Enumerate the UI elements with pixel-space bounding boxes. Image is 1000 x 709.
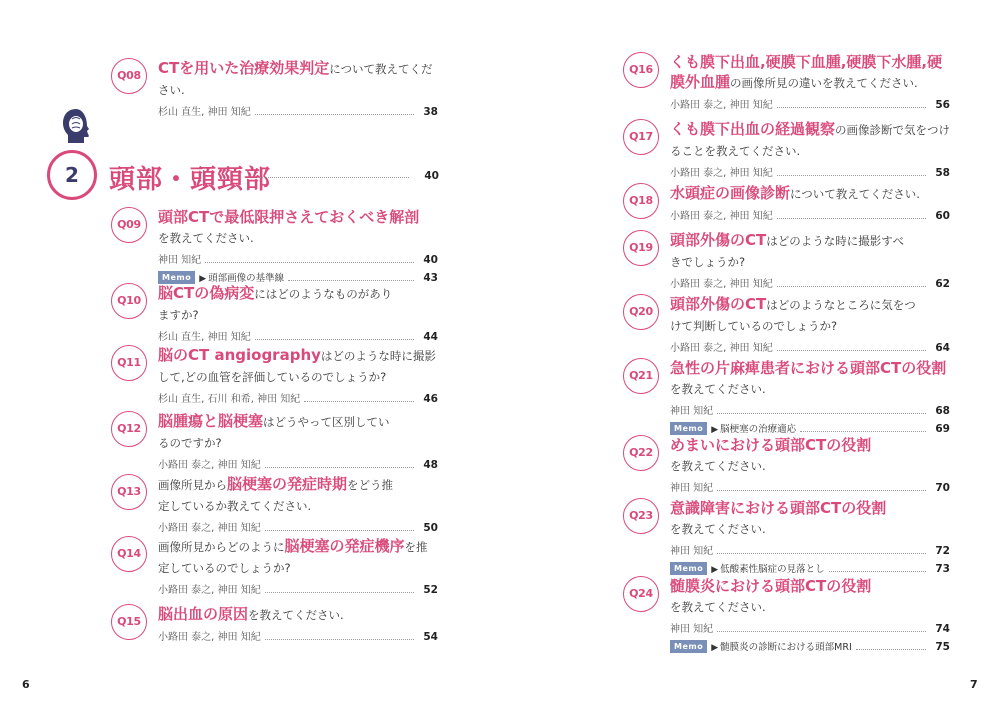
toc-entry-q11[interactable] [117, 345, 438, 405]
leader-dots [829, 571, 926, 572]
toc-entry-q08[interactable] [117, 58, 438, 118]
entry-title: めまいにおける頭部CTの役割 を教えてください. [670, 436, 872, 473]
triangle-right-icon: ▶ [711, 565, 719, 575]
leader-dots [800, 431, 926, 432]
entry-title: 脳のCT angiographyはどのような時に撮影して,どの血管を評価しているのでしょうか? [158, 346, 436, 384]
author-row: 小路田 泰之, 神田 知紀 58 [670, 167, 950, 179]
toc-entry-q15[interactable] [117, 604, 438, 643]
leader-dots [856, 649, 926, 650]
author-row: 小路田 泰之, 神田 知紀 52 [158, 584, 438, 596]
question-number-badge: Q11 [111, 345, 147, 381]
toc-entry-q22[interactable] [629, 435, 950, 494]
toc-entry-q23[interactable] [629, 498, 950, 575]
author-row: 神田 知紀 40 [158, 254, 438, 266]
entry-title: 脳腫瘍と脳梗塞はどうやって区別しているのですか? [158, 412, 390, 450]
author-row: 杉山 直生, 神田 知紀 44 [158, 331, 438, 343]
question-number-badge: Q21 [623, 358, 659, 394]
toc-entry-q19[interactable] [629, 230, 950, 290]
author-row: 小路田 泰之, 神田 知紀 64 [670, 342, 950, 354]
triangle-right-icon: ▶ [711, 425, 719, 435]
author-row: 杉山 直生, 石川 和希, 神田 知紀 46 [158, 393, 438, 405]
entry-title: 脳CTの偽病変にはどのようなものがありますか? [158, 284, 393, 322]
author-row: 小路田 泰之, 神田 知紀 50 [158, 522, 438, 534]
leader-dots [255, 339, 414, 340]
section-title: 頭部・頭頸部 [109, 165, 272, 195]
question-number-badge: Q14 [111, 536, 147, 572]
entry-title: くも膜下出血の経過観察の画像診断で気をつけることを教えてください. [670, 120, 951, 158]
author-row: 小路田 泰之, 神田 知紀 62 [670, 278, 950, 290]
entry-title: 頭部外傷のCTはどのようなところに気をつけて判断しているのでしょうか? [670, 295, 916, 333]
leader-dots [265, 467, 414, 468]
leader-dots [777, 350, 926, 351]
entry-title: 髄膜炎における頭部CTの役割 を教えてください. [670, 577, 872, 614]
author-row: 神田 知紀 68 [670, 405, 950, 417]
triangle-right-icon: ▶ [199, 274, 207, 284]
author-row: 杉山 直生, 神田 知紀 38 [158, 106, 438, 118]
right-page [500, 0, 1000, 709]
question-number-badge: Q23 [623, 498, 659, 534]
author-row: 神田 知紀 74 [670, 623, 950, 635]
entry-title: 画像所見からどのように脳梗塞の発症機序を推定しているのでしょうか? [158, 537, 428, 575]
leader-dots [265, 639, 414, 640]
section-page: 40 [424, 170, 439, 182]
toc-entry-q17[interactable] [629, 119, 951, 179]
toc-entry-q18[interactable] [629, 183, 950, 222]
question-number-badge: Q08 [111, 58, 147, 94]
question-number-badge: Q12 [111, 411, 147, 447]
entry-title: 脳出血の原因を教えてください. [158, 605, 344, 623]
entry-title: 意識障害における頭部CTの役割 を教えてください. [670, 499, 887, 536]
question-number-badge: Q13 [111, 474, 147, 510]
entry-title: CTを用いた治療効果判定について教えてください. [158, 59, 433, 97]
memo-row[interactable]: Memo ▶ 脳梗塞の治療適応 69 [670, 420, 950, 435]
toc-entry-q16[interactable] [629, 52, 950, 111]
question-number-badge: Q16 [623, 52, 659, 88]
memo-row[interactable]: Memo ▶ 頭部画像の基準線 43 [158, 269, 438, 284]
entry-title: 画像所見から脳梗塞の発症時期をどう推定しているか教えてください. [158, 475, 394, 513]
author-row: 小路田 泰之, 神田 知紀 48 [158, 459, 438, 471]
entry-title: 頭部CTで最低限押さえておくべき解剖 を教えてください. [158, 208, 420, 245]
leader-dots [205, 262, 414, 263]
entry-title: 頭部外傷のCTはどのような時に撮影すべきでしょうか? [670, 231, 905, 269]
leader-dots [777, 218, 926, 219]
leader-dots [717, 631, 926, 632]
head-silhouette-icon [60, 107, 92, 151]
question-number-badge: Q24 [623, 576, 659, 612]
leader-dots [265, 530, 414, 531]
leader-dots [257, 177, 409, 178]
toc-entry-q10[interactable] [117, 283, 438, 343]
section-heading[interactable] [47, 145, 439, 215]
leader-dots [288, 280, 414, 281]
question-number-badge: Q17 [623, 119, 659, 155]
memo-row[interactable]: Memo ▶ 髄膜炎の診断における頭部MRI 75 [670, 638, 950, 653]
leader-dots [265, 592, 414, 593]
leader-dots [717, 553, 926, 554]
leader-dots [717, 413, 926, 414]
leader-dots [717, 490, 926, 491]
section-number: 2 [47, 150, 97, 200]
entry-title: 水頭症の画像診断について教えてください. [670, 184, 920, 202]
leader-dots [777, 175, 926, 176]
leader-dots [777, 286, 926, 287]
author-row: 小路田 泰之, 神田 知紀 60 [670, 210, 950, 222]
leader-dots [777, 107, 926, 108]
entry-title: 急性の片麻痺患者における頭部CTの役割 を教えてください. [670, 359, 947, 396]
toc-entry-q21[interactable] [629, 358, 950, 435]
question-number-badge: Q09 [111, 207, 147, 243]
toc-entry-q13[interactable] [117, 474, 438, 534]
toc-entry-q12[interactable] [117, 411, 438, 471]
question-number-badge: Q20 [623, 294, 659, 330]
page-number-folio: 7 [970, 678, 978, 691]
author-row: 小路田 泰之, 神田 知紀 56 [670, 99, 950, 111]
memo-tag: Memo [670, 640, 707, 653]
question-number-badge: Q18 [623, 183, 659, 219]
toc-entry-q14[interactable] [117, 536, 438, 596]
question-number-badge: Q22 [623, 435, 659, 471]
leader-dots [255, 114, 414, 115]
toc-entry-q24[interactable] [629, 576, 950, 653]
author-row: 神田 知紀 72 [670, 545, 950, 557]
leader-dots [304, 401, 414, 402]
author-row: 神田 知紀 70 [670, 482, 950, 494]
memo-tag: Memo [670, 562, 707, 575]
toc-entry-q09[interactable] [117, 207, 438, 284]
memo-tag: Memo [158, 271, 195, 284]
memo-tag: Memo [670, 422, 707, 435]
question-number-badge: Q10 [111, 283, 147, 319]
question-number-badge: Q19 [623, 230, 659, 266]
memo-row[interactable]: Memo ▶ 低酸素性脳症の見落とし 73 [670, 560, 950, 575]
entry-title: くも膜下出血,硬膜下血腫,硬膜下水腫,硬膜外血腫の画像所見の違いを教えてください. [670, 53, 943, 91]
author-row: 小路田 泰之, 神田 知紀 54 [158, 631, 438, 643]
question-number-badge: Q15 [111, 604, 147, 640]
triangle-right-icon: ▶ [711, 643, 719, 653]
page-number-folio: 6 [22, 678, 30, 691]
toc-entry-q20[interactable] [629, 294, 950, 354]
